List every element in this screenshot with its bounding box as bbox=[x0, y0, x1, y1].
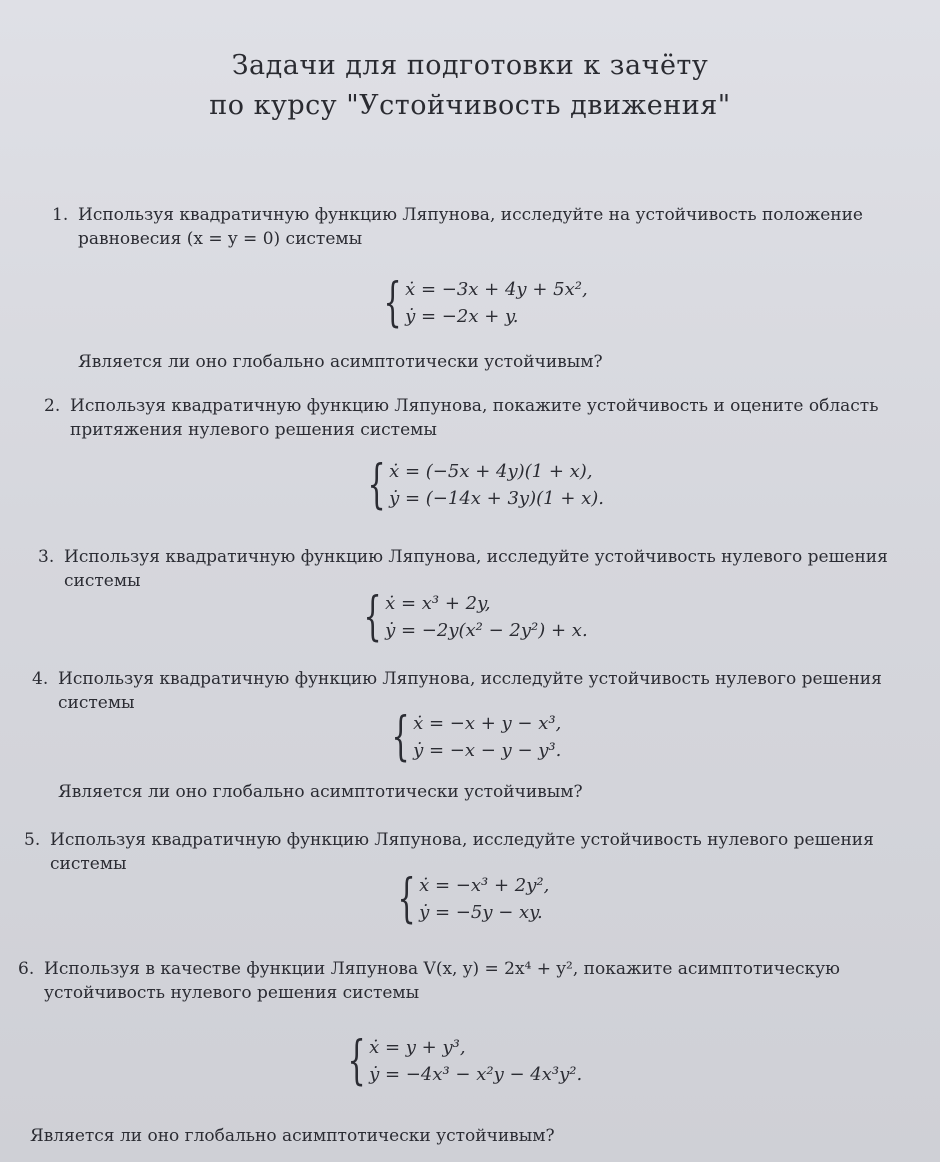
brace-symbol: { bbox=[347, 1031, 366, 1091]
problem-number: 5. bbox=[24, 830, 41, 850]
equation-y: ẏ = −x − y − y³. bbox=[413, 740, 562, 761]
problem-text: Используя квадратичную функцию Ляпунова, покажите устойчивость и оцените область притяжения нулевого решения системы bbox=[70, 396, 879, 440]
brace-symbol: { bbox=[363, 587, 382, 647]
equation-system-6 bbox=[340, 1031, 583, 1091]
problem-text: Используя квадратичную функцию Ляпунова, исследуйте устойчивость нулевого решения системы bbox=[64, 547, 888, 591]
equation-y: ẏ = −4x³ − x²y − 4x³y². bbox=[369, 1064, 583, 1085]
problem-6 bbox=[18, 957, 914, 1005]
equation-x: ẋ = −3x + 4y + 5x², bbox=[405, 279, 588, 300]
equation-y: ẏ = −2y(x² − 2y²) + x. bbox=[385, 620, 588, 641]
equation-x: ẋ = (−5x + 4y)(1 + x), bbox=[389, 461, 593, 482]
equation-x: ẋ = −x³ + 2y², bbox=[419, 875, 550, 896]
problem-5 bbox=[24, 828, 900, 876]
equation-y: ẏ = −2x + y. bbox=[405, 306, 519, 327]
equation-system-3 bbox=[356, 587, 588, 647]
equation-system-4 bbox=[384, 707, 562, 767]
problem-number: 3. bbox=[38, 547, 55, 567]
equation-system-5 bbox=[390, 869, 550, 929]
problem-number: 1. bbox=[52, 205, 69, 225]
document-title-line-2: по курсу "Устойчивость движения" bbox=[209, 90, 731, 121]
equation-x: ẋ = x³ + 2y, bbox=[385, 593, 491, 614]
question-6: Является ли оно глобально асимптотически устойчивым? bbox=[30, 1126, 555, 1146]
question-1: Является ли оно глобально асимптотически устойчивым? bbox=[78, 352, 603, 372]
equation-x: ẋ = y + y³, bbox=[369, 1037, 466, 1058]
problem-text: Используя квадратичную функцию Ляпунова, исследуйте на устойчивость положение равновесия (x = y = 0) системы bbox=[78, 205, 863, 249]
problem-number: 4. bbox=[32, 669, 49, 689]
question-4: Является ли оно глобально асимптотически устойчивым? bbox=[58, 782, 583, 802]
problem-3 bbox=[38, 545, 894, 593]
problem-text: Используя квадратичную функцию Ляпунова, исследуйте устойчивость нулевого решения системы bbox=[58, 669, 882, 713]
equation-system-2 bbox=[360, 455, 605, 515]
brace-symbol: { bbox=[391, 707, 410, 767]
brace-symbol: { bbox=[367, 455, 386, 515]
equation-y: ẏ = −5y − xy. bbox=[419, 902, 543, 923]
equation-x: ẋ = −x + y − x³, bbox=[413, 713, 562, 734]
problem-1 bbox=[52, 203, 878, 251]
problem-2 bbox=[44, 394, 880, 442]
brace-symbol: { bbox=[397, 869, 416, 929]
problem-text: Используя в качестве функции Ляпунова V(x, y) = 2x⁴ + y², покажите асимптотическую устойчивость нулевого решения системы bbox=[44, 959, 840, 1003]
problem-4 bbox=[32, 667, 898, 715]
problem-number: 2. bbox=[44, 396, 61, 416]
document-title-line-1: Задачи для подготовки к зачёту bbox=[231, 50, 709, 81]
brace-symbol: { bbox=[383, 273, 402, 333]
problem-number: 6. bbox=[18, 959, 35, 979]
problem-text: Используя квадратичную функцию Ляпунова, исследуйте устойчивость нулевого решения системы bbox=[50, 830, 874, 874]
equation-system-1 bbox=[376, 273, 588, 333]
equation-y: ẏ = (−14x + 3y)(1 + x). bbox=[389, 488, 605, 509]
